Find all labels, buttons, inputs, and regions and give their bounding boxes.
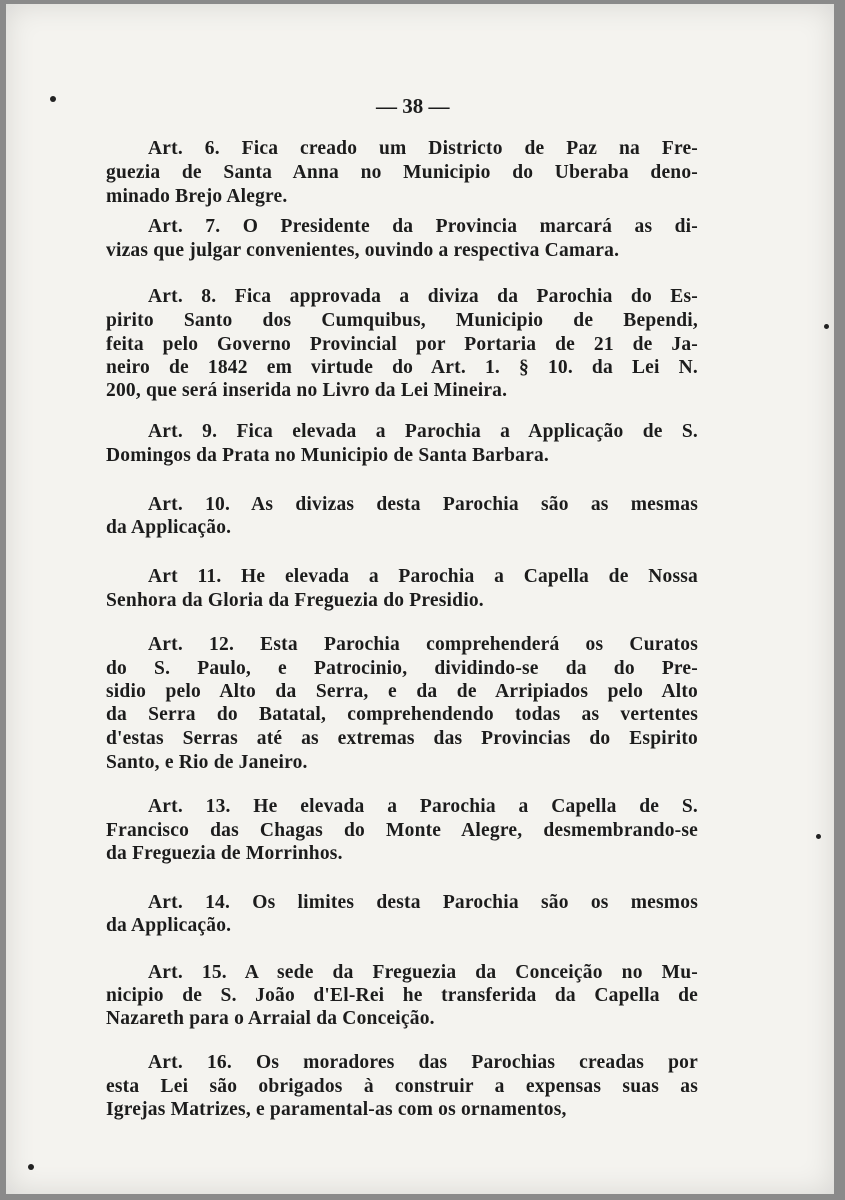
article-heading-line: Art. 7. O Presidente da Provincia marcará as di- xyxy=(148,216,698,237)
article-text-line: Santo, e Rio de Janeiro. xyxy=(106,752,308,773)
ink-speck xyxy=(824,324,829,329)
article-text-line: pirito Santo dos Cumquibus, Municipio de Bependi, xyxy=(106,310,698,331)
article-heading-line: Art. 10. As divizas desta Parochia são as mesmas xyxy=(148,494,698,515)
article-text-line: 200, que será inserida no Livro da Lei Mineira. xyxy=(106,380,508,401)
article-heading-line: Art. 8. Fica approvada a diviza da Parochia do Es- xyxy=(148,286,698,307)
ink-speck xyxy=(816,834,821,839)
ink-speck xyxy=(28,1164,34,1170)
article-text-line: do S. Paulo, e Patrocinio, dividindo-se da do Pre- xyxy=(106,658,698,679)
article-text-line: da Serra do Batatal, comprehendendo todas as vertentes xyxy=(106,704,698,725)
article-heading-line: Art. 9. Fica elevada a Parochia a Applicação de S. xyxy=(148,421,698,442)
article-text-line: esta Lei são obrigados à construir a expensas suas as xyxy=(106,1076,698,1097)
article-heading-line: Art 11. He elevada a Parochia a Capella de Nossa xyxy=(148,566,698,587)
article-text-line: vizas que julgar convenientes, ouvindo a respectiva Camara. xyxy=(106,240,620,261)
article-text-line: neiro de 1842 em virtude do Art. 1. § 10. da Lei N. xyxy=(106,357,698,378)
article-text-line: Domingos da Prata no Municipio de Santa Barbara. xyxy=(106,445,549,466)
article-text-line: minado Brejo Alegre. xyxy=(106,186,288,207)
article-heading-line: Art. 16. Os moradores das Parochias creadas por xyxy=(148,1052,698,1073)
article-text-line: da Applicação. xyxy=(106,915,232,936)
article-text-line: sidio pelo Alto da Serra, e da de Arripiados pelo Alto xyxy=(106,681,698,702)
scanned-page xyxy=(6,4,834,1194)
article-text-line: Francisco das Chagas do Monte Alegre, desmembrando-se xyxy=(106,820,698,841)
article-text-line: guezia de Santa Anna no Municipio do Uberaba deno- xyxy=(106,162,698,183)
ink-speck xyxy=(50,96,56,102)
article-text-line: nicipio de S. João d'El-Rei he transferida da Capella de xyxy=(106,985,698,1006)
article-text-line: Nazareth para o Arraial da Conceição. xyxy=(106,1008,435,1029)
article-heading-line: Art. 15. A sede da Freguezia da Conceição no Mu- xyxy=(148,962,698,983)
page-number: — 38 — xyxy=(376,94,450,118)
article-text-line: d'estas Serras até as extremas das Provincias do Espirito xyxy=(106,728,698,749)
article-text-line: Senhora da Gloria da Freguezia do Presidio. xyxy=(106,590,484,611)
article-text-line: da Applicação. xyxy=(106,517,232,538)
article-text-line: feita pelo Governo Provincial por Portaria de 21 de Ja- xyxy=(106,334,698,355)
article-heading-line: Art. 12. Esta Parochia comprehenderá os Curatos xyxy=(148,634,698,655)
article-heading-line: Art. 14. Os limites desta Parochia são os mesmos xyxy=(148,892,698,913)
article-heading-line: Art. 13. He elevada a Parochia a Capella de S. xyxy=(148,796,698,817)
article-text-line: Igrejas Matrizes, e paramental-as com os ornamentos, xyxy=(106,1099,567,1120)
article-heading-line: Art. 6. Fica creado um Districto de Paz na Fre- xyxy=(148,138,698,159)
article-text-line: da Freguezia de Morrinhos. xyxy=(106,843,343,864)
